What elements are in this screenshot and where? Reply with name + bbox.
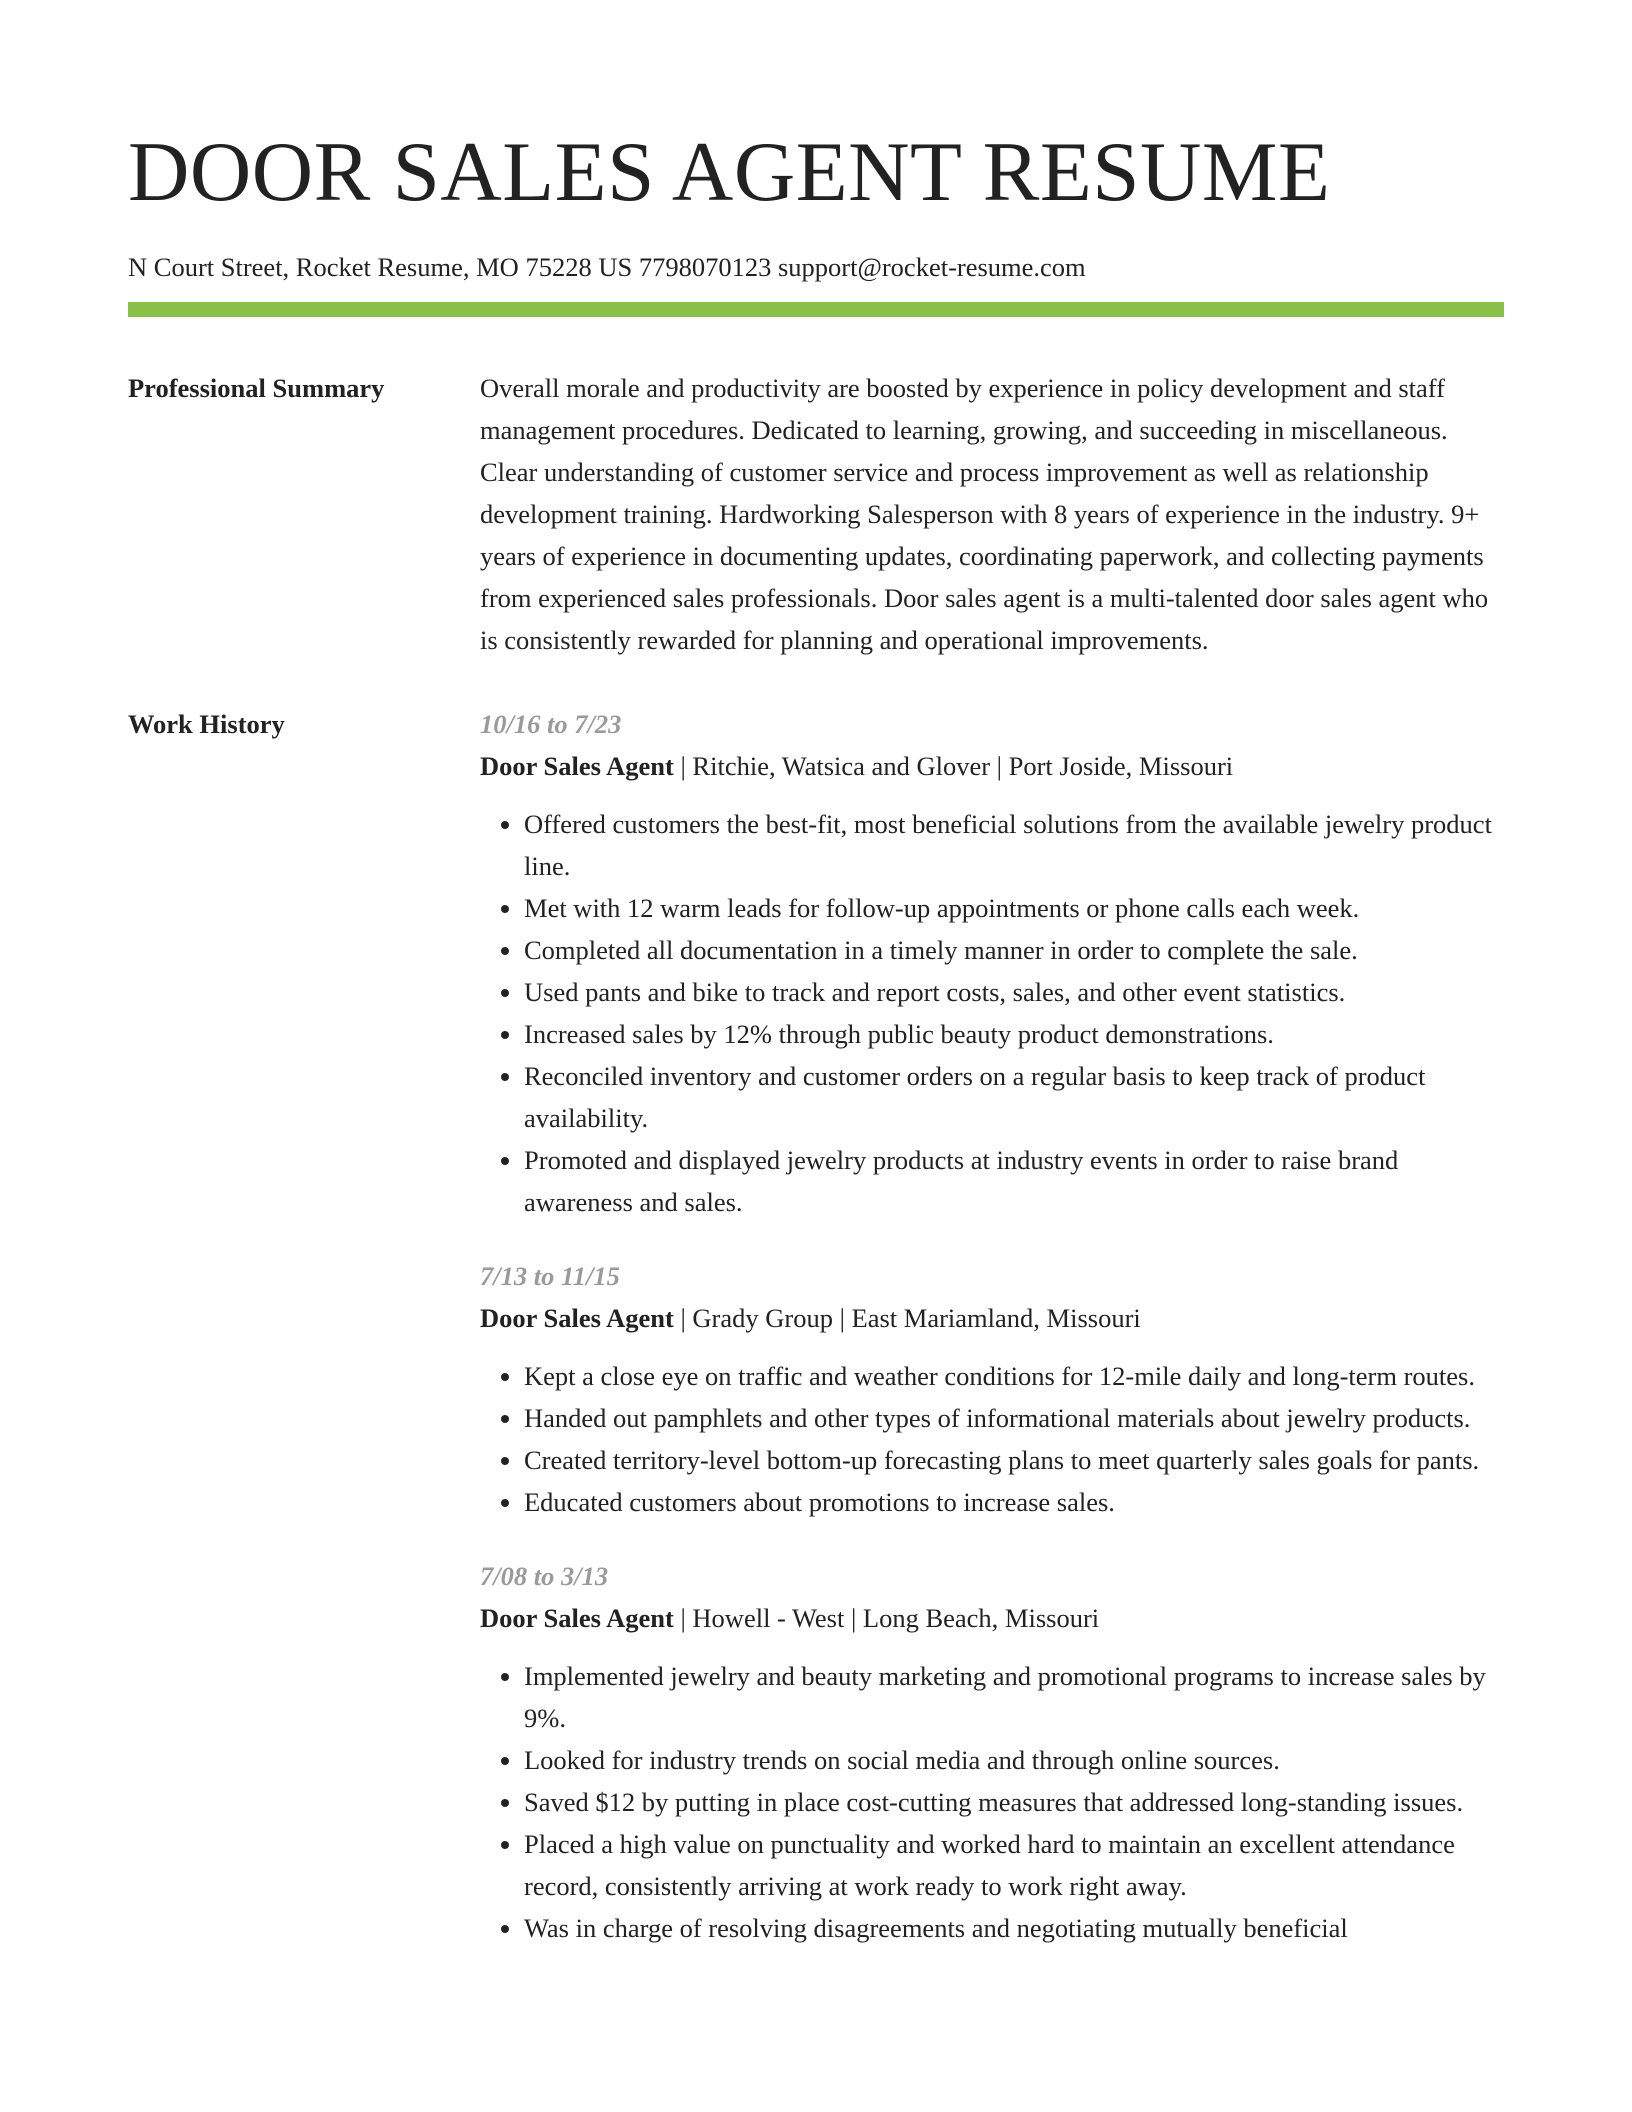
job-title: Door Sales Agent (480, 1603, 674, 1633)
job-details: | Howell - West | Long Beach, Missouri (673, 1603, 1100, 1633)
job-title: Door Sales Agent (480, 1303, 674, 1333)
professional-summary-text: Overall morale and productivity are boosted by experience in policy development and staff management procedures. Dedicated to learning, growing, and succeeding in miscellaneous. Clear understanding of customer service and process improvement as well as relationship development training. Hardworking Salesperson with 8 years of experience in the industry. 9+ years of experience in documenting updates, coordinating paperwork, and collecting payments from experienced sales professionals. Door sales agent is a multi-talented door sales agent who is consistently rewarded for planning and operational improvements. (480, 373, 1489, 655)
work-history-list (480, 703, 1504, 1981)
job-heading (480, 1297, 1504, 1339)
job-dates: 10/16 to 7/23 (480, 709, 622, 739)
job-bullet: • Handed out pamphlets and other types of informational materials about jewelry products. (524, 1397, 1504, 1439)
job-bullet: • Used pants and bike to track and report costs, sales, and other event statistics. (524, 971, 1504, 1013)
job-bullet: • Met with 12 warm leads for follow-up appointments or phone calls each week. (524, 887, 1504, 929)
job-bullet: • Saved $12 by putting in place cost-cutting measures that addressed long-standing issues. (524, 1781, 1504, 1823)
job-bullet: • Was in charge of resolving disagreements and negotiating mutually beneficial (524, 1907, 1504, 1949)
job-heading (480, 745, 1504, 787)
job-bullet: • Implemented jewelry and beauty marketing and promotional programs to increase sales by 9%. (524, 1655, 1504, 1739)
professional-summary-section (128, 367, 1504, 661)
job-entry (480, 703, 1504, 1223)
job-entry (480, 1555, 1504, 1949)
contact-line: N Court Street, Rocket Resume, MO 75228 US 7798070123 support@rocket-resume.com (128, 252, 1086, 282)
section-label-work-history: Work History (128, 709, 285, 739)
job-dates: 7/13 to 11/15 (480, 1261, 620, 1291)
job-bullet: • Reconciled inventory and customer orders on a regular basis to keep track of product availability. (524, 1055, 1504, 1139)
job-title: Door Sales Agent (480, 751, 674, 781)
work-history-section (128, 703, 1504, 1981)
header-divider (128, 302, 1504, 317)
job-details: | Ritchie, Watsica and Glover | Port Joside, Missouri (673, 751, 1234, 781)
job-bullet: • Placed a high value on punctuality and worked hard to maintain an excellent attendance record, consistently arriving at work ready to work right away. (524, 1823, 1504, 1907)
resume-title: DOOR SALES AGENT RESUME (128, 125, 1331, 219)
job-details: | Grady Group | East Mariamland, Missouri (673, 1303, 1141, 1333)
job-entry (480, 1255, 1504, 1523)
job-bullet: • Kept a close eye on traffic and weather conditions for 12-mile daily and long-term routes. (524, 1355, 1504, 1397)
job-bullet: • Offered customers the best-fit, most beneficial solutions from the available jewelry product line. (524, 803, 1504, 887)
job-bullets (480, 1355, 1504, 1523)
job-heading (480, 1597, 1504, 1639)
job-bullet: • Increased sales by 12% through public beauty product demonstrations. (524, 1013, 1504, 1055)
job-bullet: • Completed all documentation in a timely manner in order to complete the sale. (524, 929, 1504, 971)
job-bullet: • Looked for industry trends on social media and through online sources. (524, 1739, 1504, 1781)
job-bullets (480, 803, 1504, 1223)
section-label-professional-summary: Professional Summary (128, 373, 385, 403)
job-bullet: • Educated customers about promotions to increase sales. (524, 1481, 1504, 1523)
job-bullet: • Promoted and displayed jewelry products at industry events in order to raise brand awareness and sales. (524, 1139, 1504, 1223)
job-dates: 7/08 to 3/13 (480, 1561, 609, 1591)
job-bullets (480, 1655, 1504, 1949)
job-bullet: • Created territory-level bottom-up forecasting plans to meet quarterly sales goals for pants. (524, 1439, 1504, 1481)
resume-page (128, 0, 1504, 1981)
